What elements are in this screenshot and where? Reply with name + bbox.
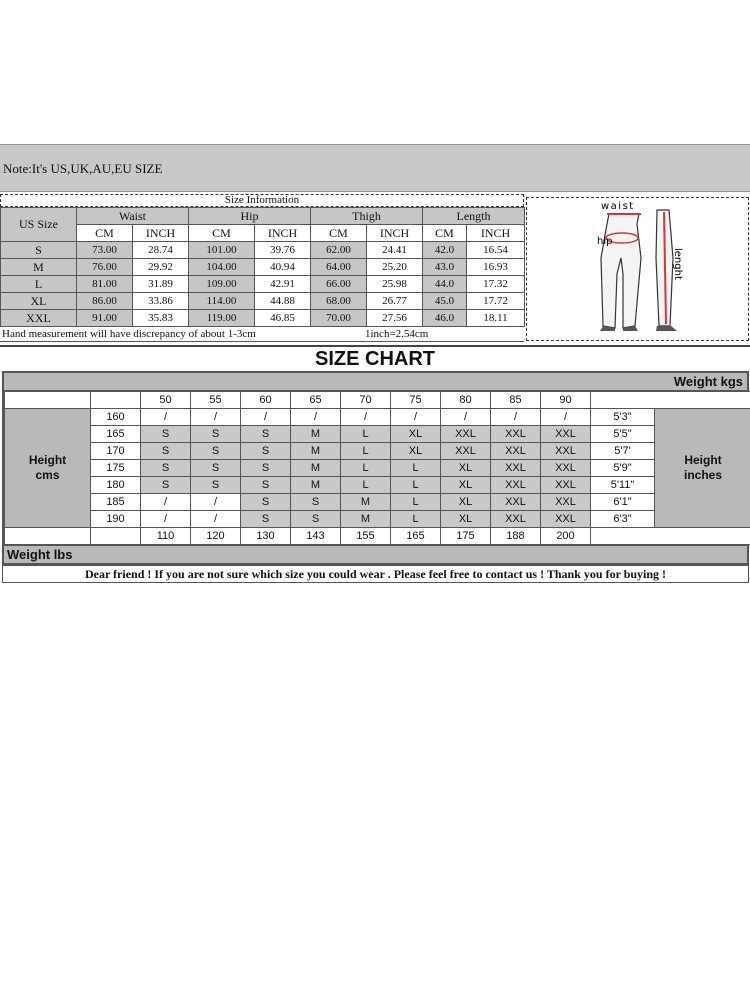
height-cm-cell: 160 — [91, 409, 141, 426]
recommended-size-cell: S — [291, 511, 341, 528]
recommended-size-cell: XXL — [491, 426, 541, 443]
recommended-size-cell: / — [291, 409, 341, 426]
recommended-size-cell: S — [241, 494, 291, 511]
measurement-cell: 27.56 — [367, 310, 423, 327]
weight-lb-header: 175 — [441, 528, 491, 545]
height-inches-label — [655, 409, 750, 528]
weight-lb-header: 200 — [541, 528, 591, 545]
height-row — [5, 409, 750, 426]
height-row — [5, 511, 750, 528]
size-chart — [2, 371, 749, 565]
size-chart-grid — [4, 391, 750, 545]
height-inch-cell: 5'5" — [591, 426, 655, 443]
measurement-cell: 119.00 — [189, 310, 255, 327]
measurement-cell: 29.92 — [133, 259, 189, 276]
measurement-cell: 44.88 — [255, 293, 311, 310]
recommended-size-cell: / — [191, 494, 241, 511]
recommended-size-cell: XL — [441, 477, 491, 494]
weight-kg-header: 50 — [141, 392, 191, 409]
measurement-cell: 31.89 — [133, 276, 189, 293]
size-row — [1, 310, 525, 327]
weight-kg-header: 60 — [241, 392, 291, 409]
unit-header: INCH — [367, 225, 423, 242]
recommended-size-cell: XXL — [541, 443, 591, 460]
recommended-size-cell: M — [291, 443, 341, 460]
height-inch-cell: 5'7' — [591, 443, 655, 460]
size-label: L — [1, 276, 77, 293]
recommended-size-cell: S — [241, 477, 291, 494]
measurement-cell: 40.94 — [255, 259, 311, 276]
recommended-size-cell: L — [391, 477, 441, 494]
weight-lb-header: 188 — [491, 528, 541, 545]
weight-kg-header: 90 — [541, 392, 591, 409]
unit-header: CM — [77, 225, 133, 242]
weight-kgs-row — [5, 392, 750, 409]
height-row — [5, 443, 750, 460]
measurement-cell: 86.00 — [77, 293, 133, 310]
height-cm-cell: 185 — [91, 494, 141, 511]
hip-header: Hip — [189, 208, 311, 225]
recommended-size-cell: XXL — [491, 511, 541, 528]
recommended-size-cell: XL — [441, 494, 491, 511]
unit-header: CM — [311, 225, 367, 242]
measurement-cell: 43.0 — [423, 259, 467, 276]
measurement-cell: 24.41 — [367, 242, 423, 259]
recommended-size-cell: M — [341, 494, 391, 511]
recommended-size-cell: / — [341, 409, 391, 426]
recommended-size-cell: M — [291, 477, 341, 494]
measurement-cell: 68.00 — [311, 293, 367, 310]
measurement-cell: 114.00 — [189, 293, 255, 310]
measurement-cell: 35.83 — [133, 310, 189, 327]
weight-lb-header: 155 — [341, 528, 391, 545]
recommended-size-cell: L — [341, 426, 391, 443]
corner-cell — [91, 392, 141, 409]
recommended-size-cell: S — [291, 494, 341, 511]
recommended-size-cell: S — [241, 511, 291, 528]
weight-lb-header: 130 — [241, 528, 291, 545]
recommended-size-cell: M — [291, 426, 341, 443]
recommended-size-cell: L — [391, 494, 441, 511]
unit-header: CM — [189, 225, 255, 242]
measurement-cell: 25.20 — [367, 259, 423, 276]
recommended-size-cell: XXL — [541, 494, 591, 511]
measurement-cell: 81.00 — [77, 276, 133, 293]
measurement-cell: 101.00 — [189, 242, 255, 259]
height-inch-cell: 5'11" — [591, 477, 655, 494]
unit-header: INCH — [467, 225, 525, 242]
size-information-caption: Size Information — [0, 194, 524, 207]
recommended-size-cell: M — [341, 511, 391, 528]
recommended-size-cell: L — [391, 460, 441, 477]
size-row — [1, 293, 525, 310]
recommended-size-cell: XXL — [541, 511, 591, 528]
recommended-size-cell: XXL — [541, 426, 591, 443]
measurement-cell: 44.0 — [423, 276, 467, 293]
weight-kg-header: 85 — [491, 392, 541, 409]
unit-header: CM — [423, 225, 467, 242]
pants-illustration — [527, 198, 748, 340]
weight-kg-header: 65 — [291, 392, 341, 409]
size-label: M — [1, 259, 77, 276]
measurement-cell: 17.32 — [467, 276, 525, 293]
recommended-size-cell: / — [241, 409, 291, 426]
height-inches-label-line: inches — [683, 468, 722, 482]
measurement-cell: 70.00 — [311, 310, 367, 327]
recommended-size-cell: / — [191, 409, 241, 426]
length-header: Length — [423, 208, 525, 225]
unit-header: INCH — [133, 225, 189, 242]
height-inch-cell: 6'3" — [591, 511, 655, 528]
us-size-header: US Size — [1, 208, 77, 242]
thigh-header: Thigh — [311, 208, 423, 225]
measurement-cell: 16.93 — [467, 259, 525, 276]
measurement-cell: 33.86 — [133, 293, 189, 310]
measurement-cell: 91.00 — [77, 310, 133, 327]
measurement-cell: 73.00 — [77, 242, 133, 259]
measurement-cell: 18.11 — [467, 310, 525, 327]
height-cms-label — [5, 409, 91, 528]
recommended-size-cell: XXL — [441, 426, 491, 443]
inch-conversion-note: 1inch=2.54cm — [365, 328, 429, 340]
length-label: lenght — [672, 248, 683, 280]
height-cm-cell: 165 — [91, 426, 141, 443]
size-row — [1, 259, 525, 276]
recommended-size-cell: / — [191, 511, 241, 528]
height-row — [5, 494, 750, 511]
recommended-size-cell: L — [341, 477, 391, 494]
measurement-cell: 42.91 — [255, 276, 311, 293]
recommended-size-cell: / — [141, 511, 191, 528]
waist-header: Waist — [77, 208, 189, 225]
corner-cell — [591, 392, 750, 409]
measurement-cell: 45.0 — [423, 293, 467, 310]
height-cm-cell: 170 — [91, 443, 141, 460]
recommended-size-cell: S — [141, 477, 191, 494]
recommended-size-cell: XL — [391, 426, 441, 443]
weight-kgs-label: Weight kgs — [4, 373, 747, 391]
weight-kg-header: 80 — [441, 392, 491, 409]
weight-lb-header: 110 — [141, 528, 191, 545]
weight-kg-header: 70 — [341, 392, 391, 409]
recommended-size-cell: XXL — [541, 460, 591, 477]
height-cms-label-line: Height — [28, 453, 67, 467]
weight-lb-header: 120 — [191, 528, 241, 545]
weight-kg-header: 55 — [191, 392, 241, 409]
height-inch-cell: 5'3" — [591, 409, 655, 426]
size-chart-title: SIZE CHART — [0, 345, 750, 371]
recommended-size-cell: L — [391, 511, 441, 528]
corner-cell — [591, 528, 750, 545]
corner-cell — [5, 528, 91, 545]
height-inch-cell: 5'9" — [591, 460, 655, 477]
pants-measurement-diagram — [526, 197, 749, 341]
contact-message: Dear friend ! If you are not sure which size you could wear . Please feel free to contact us ! Thank you for buying ! — [2, 565, 749, 583]
height-cm-cell: 190 — [91, 511, 141, 528]
size-label: XL — [1, 293, 77, 310]
recommended-size-cell: S — [241, 443, 291, 460]
height-cms-label-line: cms — [35, 468, 60, 482]
recommended-size-cell: S — [191, 426, 241, 443]
recommended-size-cell: XXL — [541, 477, 591, 494]
size-row — [1, 276, 525, 293]
height-row — [5, 477, 750, 494]
measurement-cell: 104.00 — [189, 259, 255, 276]
recommended-size-cell: S — [241, 460, 291, 477]
height-cm-cell: 175 — [91, 460, 141, 477]
height-row — [5, 460, 750, 477]
recommended-size-cell: XXL — [491, 460, 541, 477]
recommended-size-cell: XL — [441, 460, 491, 477]
recommended-size-cell: XXL — [441, 443, 491, 460]
recommended-size-cell: / — [491, 409, 541, 426]
measurement-cell: 46.85 — [255, 310, 311, 327]
recommended-size-cell: / — [391, 409, 441, 426]
measurement-cell: 25.98 — [367, 276, 423, 293]
size-information-grid — [0, 207, 525, 327]
measurement-cell: 26.77 — [367, 293, 423, 310]
recommended-size-cell: XXL — [491, 494, 541, 511]
measurement-cell: 46.0 — [423, 310, 467, 327]
recommended-size-cell: L — [341, 443, 391, 460]
size-information-table — [0, 194, 526, 342]
unit-header: INCH — [255, 225, 311, 242]
size-information-footnote — [0, 327, 524, 342]
recommended-size-cell: / — [441, 409, 491, 426]
height-inch-cell: 6'1" — [591, 494, 655, 511]
recommended-size-cell: XXL — [491, 443, 541, 460]
recommended-size-cell: / — [541, 409, 591, 426]
hip-label: hip — [597, 236, 613, 247]
weight-lbs-row — [5, 528, 750, 545]
weight-lb-header: 165 — [391, 528, 441, 545]
side-shoe — [656, 326, 677, 331]
measurement-cell: 42.0 — [423, 242, 467, 259]
size-note: Note:It's US,UK,AU,EU SIZE — [0, 144, 750, 192]
measurement-cell: 17.72 — [467, 293, 525, 310]
recommended-size-cell: S — [191, 477, 241, 494]
recommended-size-cell: S — [191, 460, 241, 477]
size-label: S — [1, 242, 77, 259]
measurement-cell: 62.00 — [311, 242, 367, 259]
recommended-size-cell: / — [141, 409, 191, 426]
recommended-size-cell: L — [341, 460, 391, 477]
measurement-cell: 28.74 — [133, 242, 189, 259]
corner-cell — [5, 392, 91, 409]
measurement-cell: 39.76 — [255, 242, 311, 259]
recommended-size-cell: S — [191, 443, 241, 460]
weight-lb-header: 143 — [291, 528, 341, 545]
measurement-cell: 64.00 — [311, 259, 367, 276]
recommended-size-cell: S — [241, 426, 291, 443]
height-row — [5, 426, 750, 443]
recommended-size-cell: XXL — [491, 477, 541, 494]
recommended-size-cell: XL — [441, 511, 491, 528]
weight-kg-header: 75 — [391, 392, 441, 409]
recommended-size-cell: XL — [391, 443, 441, 460]
measurement-cell: 76.00 — [77, 259, 133, 276]
measurement-cell: 16.54 — [467, 242, 525, 259]
unit-header-row — [1, 225, 525, 242]
front-pants-shape — [601, 214, 641, 328]
recommended-size-cell: S — [141, 460, 191, 477]
size-row — [1, 242, 525, 259]
recommended-size-cell: / — [141, 494, 191, 511]
recommended-size-cell: M — [291, 460, 341, 477]
corner-cell — [91, 528, 141, 545]
waist-label: waist — [601, 201, 635, 212]
recommended-size-cell: S — [141, 426, 191, 443]
size-label: XXL — [1, 310, 77, 327]
measurement-cell: 66.00 — [311, 276, 367, 293]
height-inches-label-line: Height — [684, 453, 722, 467]
weight-lbs-label: Weight lbs — [4, 545, 747, 563]
measurement-cell: 109.00 — [189, 276, 255, 293]
height-cm-cell: 180 — [91, 477, 141, 494]
discrepancy-note: Hand measurement will have discrepancy of about 1-3cm — [2, 328, 256, 340]
recommended-size-cell: S — [141, 443, 191, 460]
